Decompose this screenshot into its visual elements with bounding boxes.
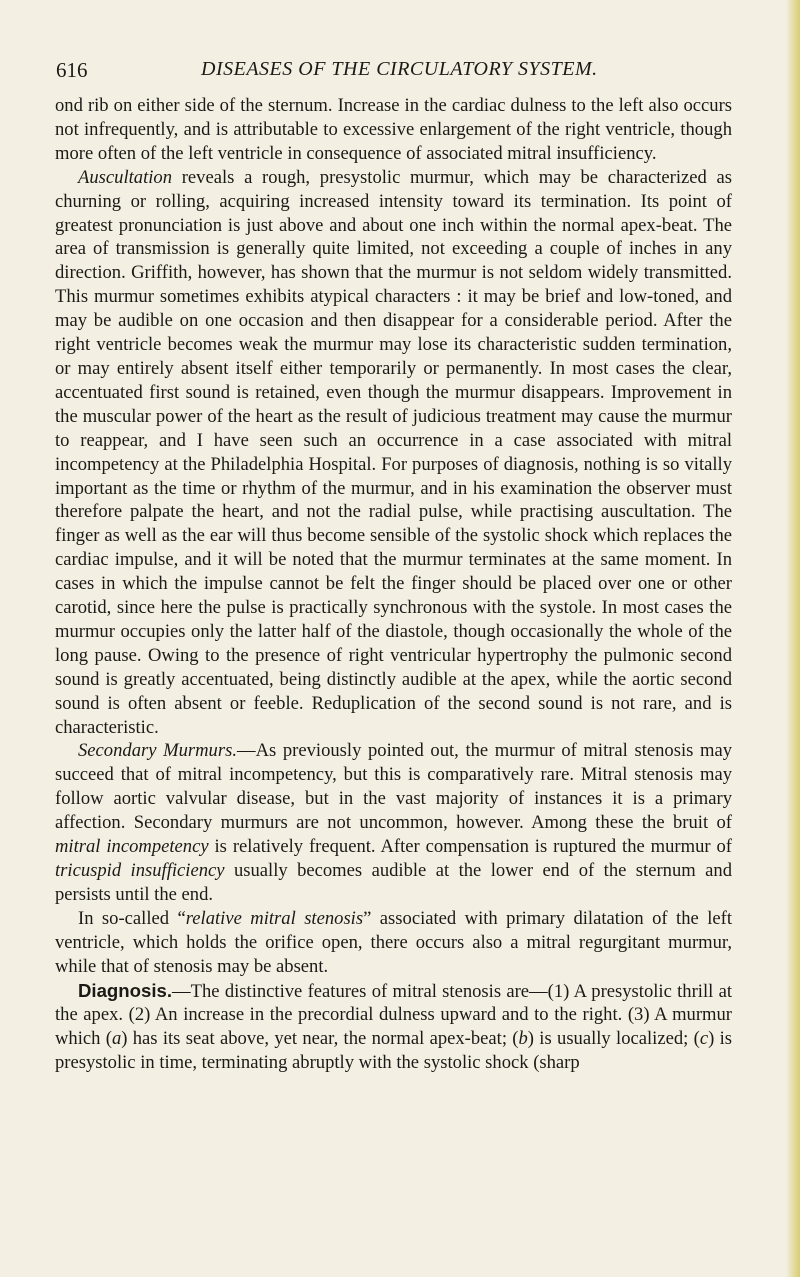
paragraph [55,166,732,740]
italic-term: relative mitral stenosis [185,907,364,929]
paragraph-text: ” associated with primary dilatation of the left ventricle, which holds the orifice open, there occurs also a mitral regurgitant murmur, while that of stenosis may be absent. [55,907,732,977]
section-heading: Diagnosis. [78,979,173,1001]
italic-term: tricuspid insufficiency [55,860,225,881]
italic-term: Secondary Murmurs. [78,740,237,762]
paragraph-text: reveals a rough, presystolic murmur, which may be characterized as churning or rolling, acquiring increased intensity toward its termination. Its point of greatest pronunciation is just above and about one inch within the normal apex-beat. The area of transmission is generally quite limited, not exceeding a couple of inches in any direction. Griffith, however, has shown that the murmur is not seldom widely transmitted. This murmur sometimes exhibits atypical characters : it may be brief and low-toned, and may be audible on one occasion and then disappear for a considerable period. After the right ventricle becomes weak the murmur may lose its characteristic sudden termination, or may entirely absent itself either temporarily or permanently. In most cases the clear, accentuated first sound is retained, even though the murmur disappears. Improvement in the muscular power of the heart as the result of judicious treatment may cause the murmur to reappear, and I have seen such an occurrence in a case associated with mitral incompetency at the Philadelphia Hospital. For purposes of diagnosis, nothing is so vitally important as the time or rhythm of the murmur, and in his examination the observer must therefore palpate the heart, and not the radial pulse, while practising auscultation. The finger as well as the ear will thus become sensible of the systolic shock which replaces the cardiac impulse, and it will be noted that the murmur terminates at the same moment. In cases in which the impulse cannot be felt the finger should be placed over one or other carotid, since here the pulse is practically synchronous with the systole. In most cases the murmur occupies only the latter half of the diastole, though occasionally the whole of the long pause. Owing to the presence of right ventricular hypertrophy the pulmonic second sound is greatly accentuated, being distinctly audible at the apex, while the aortic second sound is often absent or feeble. Reduplication of the second sound is not rare, and is characteristic. [55,166,732,738]
paragraph [55,907,732,979]
paragraph-text: ) is presystolic in time, terminating abruptly with the systolic shock (sharp [55,1028,733,1074]
paragraph [55,94,732,166]
paragraph-text: —The distinctive features of mitral stenosis are—(1) A presystolic thrill at the apex. (2) An increase in the precordial dulness upward and to the right. (3) A murmur which ( [55,980,732,1050]
paragraph-text: In so-called “ [78,907,186,929]
paragraph-text: ) has its seat above, yet near, the normal apex-beat; ( [121,1028,519,1050]
paragraph-text: —As previously pointed out, the murmur of mitral stenosis may succeed that of mitral incompetency, but this is comparatively rare. Mitral stenosis may follow aortic valvular disease, but in the vast majority of instances it is a primary affection. Secondary murmurs are not uncommon, however. Among these the bruit of [55,740,732,834]
italic-term: mitral incompetency [55,836,209,858]
italic-term: b [518,1028,528,1050]
paragraph-text: ond rib on either side of the sternum. Increase in the cardiac dulness to the left also occurs not infrequently, and is attributable to excessive enlargement of the right ventricle, though more often of the left ventricle in consequence of associated mitral insufficiency. [55,95,732,164]
paragraph-text: usually becomes audible at the lower end of the sternum and persists until the end. [55,860,732,905]
page-edge-shadow [786,0,800,1277]
italic-term: a [111,1028,122,1050]
italic-term: c [699,1028,709,1050]
paragraph [55,979,732,1076]
page-header [56,58,736,88]
paragraph [55,739,732,906]
italic-term: Auscultation [78,166,172,188]
paragraph-text: is relatively frequent. After compensation is ruptured the murmur of [208,836,732,858]
page-number: 616 [56,58,88,82]
paragraph-text: ) is usually localized; ( [527,1028,700,1050]
running-title: DISEASES OF THE CIRCULATORY SYSTEM. [201,58,598,80]
body-text [55,94,732,1075]
